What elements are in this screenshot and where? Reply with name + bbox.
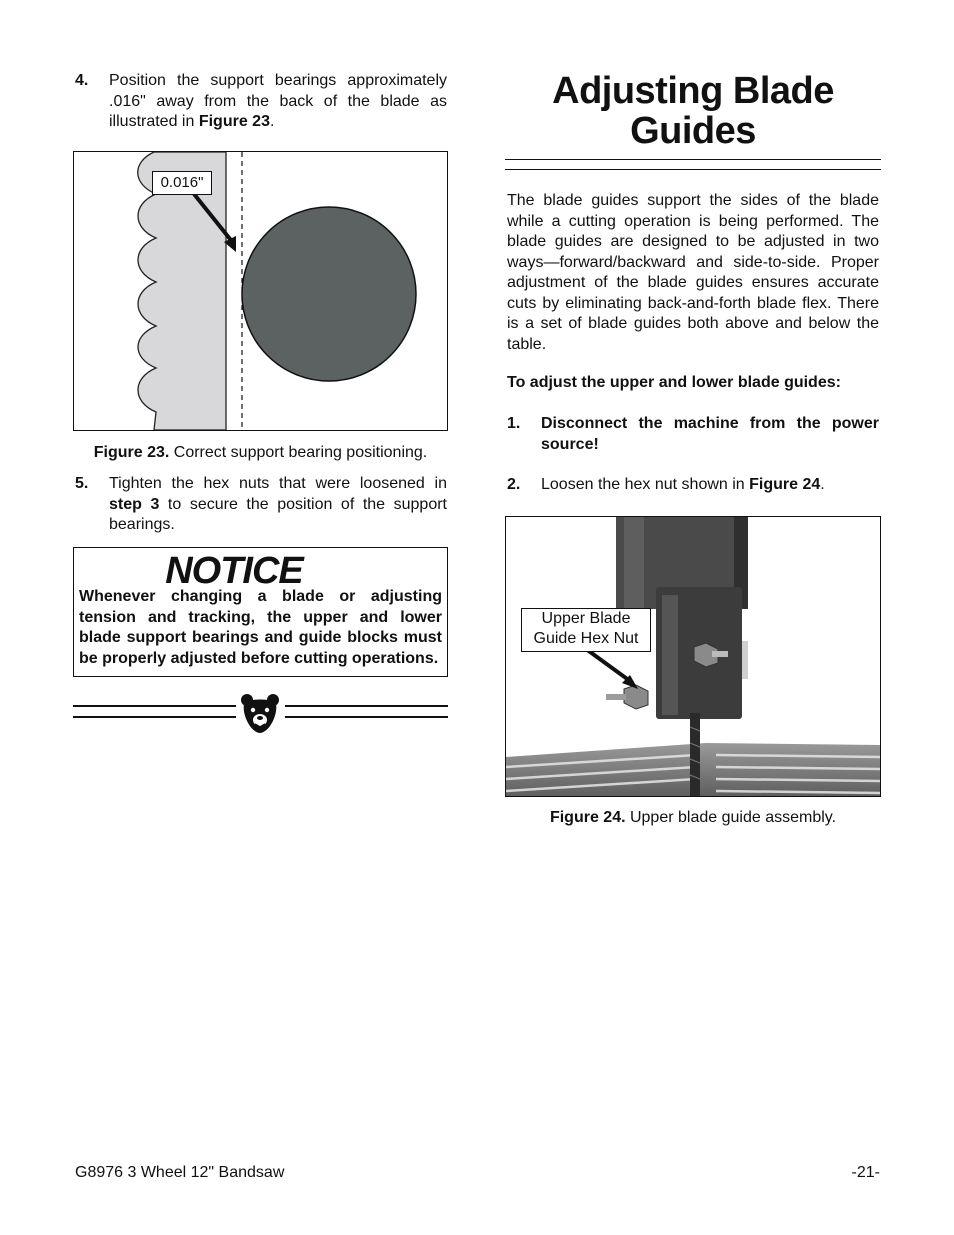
step-2 xyxy=(507,475,879,497)
figure-23 xyxy=(73,151,448,431)
bear-logo-icon xyxy=(239,692,281,734)
figure-23-caption: Figure 23. Correct support bearing positioning. xyxy=(93,444,428,461)
notice-heading: NOTICE xyxy=(165,550,303,592)
step-1 xyxy=(507,414,879,456)
figure-reference: Figure 24 xyxy=(749,476,821,493)
step-number: 4. xyxy=(75,72,89,89)
procedure-subheading: To adjust the upper and lower blade guides: xyxy=(507,374,841,391)
section-title xyxy=(505,71,881,151)
clearance-callout: 0.016" xyxy=(152,171,212,195)
bearing-diagram xyxy=(74,152,447,430)
figure-24-caption: Figure 24. Upper blade guide assembly. xyxy=(549,809,837,826)
intro-paragraph: The blade guides support the sides of the blade while a cutting operation is being performed. The blade guides are designed to be adjusted in two ways—forward/backward and side-to-side. Proper adjustment of the blade guides ensures accurate cuts by eliminating back-and-forth blade flex. There is a set of blade guides both above and below the table. xyxy=(507,192,879,353)
hex-nut-callout: Upper Blade Guide Hex Nut xyxy=(521,608,651,652)
figure-24 xyxy=(505,516,881,797)
step-text: Position the support bearings approximately .016" away from the back of the blade as illustrated in Figure 23. xyxy=(109,72,447,130)
blade xyxy=(690,713,700,796)
step-number: 5. xyxy=(75,475,89,492)
blade-guide-photo xyxy=(506,517,880,796)
hex-nut-left xyxy=(624,685,648,709)
step-4 xyxy=(75,71,447,133)
callout-arrow-line xyxy=(586,649,630,681)
step-text: Loosen the hex nut shown in Figure 24. xyxy=(541,476,825,493)
divider-rule-right xyxy=(285,705,448,718)
footer-manual-title: G8976 3 Wheel 12" Bandsaw xyxy=(75,1164,285,1181)
step-text: Tighten the hex nuts that were loosened in step 3 to secure the position of the support bearings. xyxy=(109,475,447,533)
step-text: Disconnect the machine from the power source! xyxy=(541,415,879,453)
step-number: 1. xyxy=(507,415,521,432)
divider-rule-left xyxy=(73,705,236,718)
figure-reference: Figure 23 xyxy=(198,113,270,130)
step-5 xyxy=(75,474,447,536)
title-line-2: Guides xyxy=(630,110,756,152)
title-rule xyxy=(505,159,881,170)
step-number: 2. xyxy=(507,476,521,493)
step-reference: step 3 xyxy=(109,495,160,513)
footer-page-number: -21- xyxy=(851,1164,880,1181)
section-end-divider xyxy=(73,692,448,734)
notice-text: Whenever changing a blade or adjusting tension and tracking, the upper and lower blade support bearings and guide blocks must be properly adjusted before cutting operations. xyxy=(79,588,442,667)
title-line-1: Adjusting Blade xyxy=(552,70,834,112)
support-bearing xyxy=(242,207,416,381)
notice-box xyxy=(73,547,448,677)
